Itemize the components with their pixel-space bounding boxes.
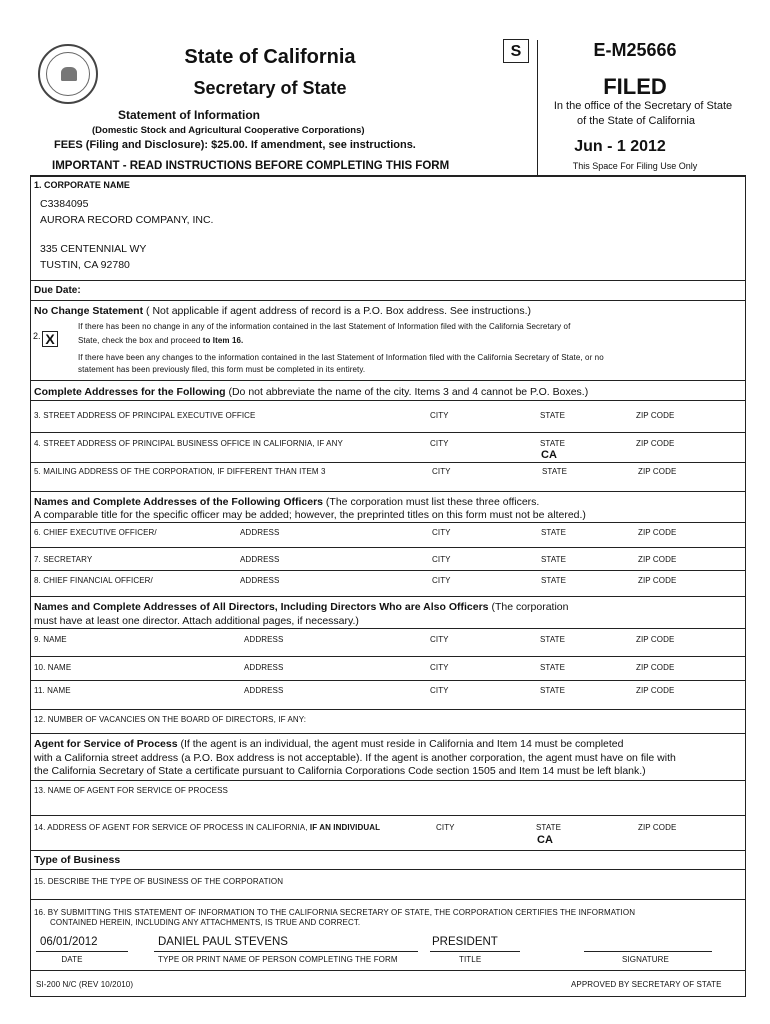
item-8-zip-label: ZIP CODE <box>638 576 677 585</box>
approved-note: APPROVED BY SECRETARY OF STATE <box>571 980 722 989</box>
rule <box>30 175 746 177</box>
directors-heading-rest: (The corporation <box>488 601 569 613</box>
page-title: State of California <box>184 46 356 68</box>
item-6-city-label: CITY <box>432 528 451 537</box>
rule <box>30 596 746 597</box>
item-4-zip-label: ZIP CODE <box>636 439 675 448</box>
rule <box>30 628 746 629</box>
item-6-address-label: ADDRESS <box>240 528 280 537</box>
name-caption: TYPE OR PRINT NAME OF PERSON COMPLETING THE FORM <box>158 955 398 964</box>
rule <box>30 380 746 381</box>
directors-heading <box>34 601 569 613</box>
rule <box>30 656 746 657</box>
item-15-label: 15. DESCRIBE THE TYPE OF BUSINESS OF THE CORPORATION <box>34 877 284 886</box>
signer-name: DANIEL PAUL STEVENS <box>158 936 288 948</box>
item-4-label: 4. STREET ADDRESS OF PRINCIPAL BUSINESS OFFICE IN CALIFORNIA, IF ANY <box>34 439 343 448</box>
item-14-state-label: STATE <box>536 823 562 832</box>
officers-line2: A comparable title for the specific officer may be added; however, the preprinted titles on this form must not be altered.) <box>34 509 586 521</box>
item-8-label: 8. CHIEF FINANCIAL OFFICER/ <box>34 576 153 585</box>
rule <box>30 400 746 401</box>
item-14-zip-label: ZIP CODE <box>638 823 677 832</box>
rule <box>30 970 746 971</box>
agent-line3: the California Secretary of State a certificate pursuant to California Corporations Code section 1505 and Item 14 must be left blank.) <box>34 765 646 777</box>
item-2-number: 2. <box>33 331 41 341</box>
item-9-state-label: STATE <box>540 635 566 644</box>
rule <box>30 462 746 463</box>
state-seal <box>38 44 98 104</box>
corporate-id: C3384095 <box>40 198 89 210</box>
rule <box>30 547 746 548</box>
rule <box>30 300 746 301</box>
item-7-city-label: CITY <box>432 555 451 564</box>
item-8-city-label: CITY <box>432 576 451 585</box>
title-underline <box>430 951 520 952</box>
item-10-state-label: STATE <box>540 663 566 672</box>
frame-right <box>745 175 746 997</box>
signature-underline <box>584 951 712 952</box>
item-9-city-label: CITY <box>430 635 449 644</box>
item-11-label: 11. NAME <box>34 686 71 695</box>
officers-heading-rest: (The corporation must list these three officers. <box>323 496 540 508</box>
item-9-label: 9. NAME <box>34 635 67 644</box>
no-change-line3: If there have been any changes to the information contained in the last Statement of Information filed with the California Secretary of State, or no <box>78 353 604 362</box>
item-10-city-label: CITY <box>430 663 449 672</box>
signer-date: 06/01/2012 <box>40 936 98 948</box>
addresses-heading <box>34 386 588 398</box>
item-10-address-label: ADDRESS <box>244 663 284 672</box>
item-12-label: 12. NUMBER OF VACANCIES ON THE BOARD OF DIRECTORS, IF ANY: <box>34 715 307 724</box>
title-caption: TITLE <box>459 955 482 964</box>
rule <box>30 680 746 681</box>
rule <box>30 996 746 997</box>
name-underline <box>154 951 418 952</box>
header-divider <box>537 40 538 175</box>
no-change-line4: statement has been previously filed, this form must be completed in its entirety. <box>78 365 366 374</box>
rule <box>30 491 746 492</box>
signer-title: PRESIDENT <box>432 936 498 948</box>
item-4-state-label: STATE <box>540 439 566 448</box>
officers-heading-bold: Names and Complete Addresses of the Following Officers <box>34 496 324 508</box>
rule <box>30 899 746 900</box>
filing-date: Jun - 1 2012 <box>574 138 666 155</box>
rule <box>30 709 746 710</box>
no-change-heading-bold: No Change Statement <box>34 305 144 317</box>
no-change-line2-text: State, check the box and proceed <box>78 336 203 345</box>
item-14-city-label: CITY <box>436 823 455 832</box>
no-change-checkbox[interactable]: X <box>42 331 58 347</box>
item-3-zip-label: ZIP CODE <box>636 411 675 420</box>
item-14-label-text: 14. ADDRESS OF AGENT FOR SERVICE OF PROCESS IN CALIFORNIA, <box>34 823 310 832</box>
item-4-state-value: CA <box>541 449 557 461</box>
addresses-heading-bold: Complete Addresses for the Following <box>34 386 226 398</box>
item-6-label: 6. CHIEF EXECUTIVE OFFICER/ <box>34 528 157 537</box>
item-8-state-label: STATE <box>541 576 567 585</box>
corporate-address-line2: TUSTIN, CA 92780 <box>40 259 130 271</box>
s-box: S <box>503 39 529 63</box>
officers-heading <box>34 496 539 508</box>
rule <box>30 850 746 851</box>
item-6-zip-label: ZIP CODE <box>638 528 677 537</box>
page-subtitle: Secretary of State <box>193 78 347 98</box>
item-5-label: 5. MAILING ADDRESS OF THE CORPORATION, IF DIFFERENT THAN ITEM 3 <box>34 467 326 476</box>
form-id: SI-200 N/C (REV 10/2010) <box>36 980 134 989</box>
item-3-state-label: STATE <box>540 411 566 420</box>
agent-heading <box>34 738 623 750</box>
no-change-line1: If there has been no change in any of the information contained in the last Statement of Information filed with the California Secretary of <box>78 322 571 331</box>
item-8-address-label: ADDRESS <box>240 576 280 585</box>
agent-heading-rest: (If the agent is an individual, the agent must reside in California and Item 14 must be completed <box>177 738 624 750</box>
fees-text: FEES (Filing and Disclosure): $25.00. If amendment, see instructions. <box>54 139 416 151</box>
corporate-name-label: 1. CORPORATE NAME <box>34 180 130 190</box>
date-underline <box>36 951 128 952</box>
corporate-name: AURORA RECORD COMPANY, INC. <box>40 214 214 226</box>
frame-left <box>30 175 31 997</box>
form-subtitle: (Domestic Stock and Agricultural Cooperative Corporations) <box>92 125 365 136</box>
item-4-city-label: CITY <box>430 439 449 448</box>
item-14-state-value: CA <box>537 834 553 846</box>
no-change-line2 <box>78 336 243 345</box>
filing-office-line1: In the office of the Secretary of State <box>553 100 733 112</box>
item-14-label <box>34 823 380 832</box>
item-14-label-bold: IF AN INDIVIDUAL <box>309 823 381 832</box>
certify-line1: 16. BY SUBMITTING THIS STATEMENT OF INFORMATION TO THE CALIFORNIA SECRETARY OF STATE, THE CORPORATION CERTIFIES THE INFORMATION <box>34 908 636 917</box>
signature-caption: SIGNATURE <box>622 955 669 964</box>
filing-space-note: This Space For Filing Use Only <box>572 161 698 171</box>
item-3-label: 3. STREET ADDRESS OF PRINCIPAL EXECUTIVE OFFICE <box>34 411 256 420</box>
agent-heading-bold: Agent for Service of Process <box>34 738 178 750</box>
directors-line2: must have at least one director. Attach additional pages, if necessary.) <box>34 615 359 627</box>
rule <box>30 815 746 816</box>
item-7-label: 7. SECRETARY <box>34 555 93 564</box>
item-10-label: 10. NAME <box>34 663 72 672</box>
item-11-city-label: CITY <box>430 686 449 695</box>
rule <box>30 570 746 571</box>
no-change-heading-rest: ( Not applicable if agent address of record is a P.O. Box address. See instructions.) <box>143 305 532 317</box>
due-date-label: Due Date: <box>34 285 81 296</box>
rule <box>30 522 746 523</box>
filing-office-line2: of the State of California <box>576 115 695 127</box>
rule <box>30 780 746 781</box>
item-13-label: 13. NAME OF AGENT FOR SERVICE OF PROCESS <box>34 786 228 795</box>
rule <box>30 432 746 433</box>
rule <box>30 733 746 734</box>
item-9-zip-label: ZIP CODE <box>636 635 675 644</box>
item-11-address-label: ADDRESS <box>244 686 284 695</box>
addresses-heading-rest: (Do not abbreviate the name of the city. Items 3 and 4 cannot be P.O. Boxes.) <box>225 386 589 398</box>
important-text: IMPORTANT - READ INSTRUCTIONS BEFORE COMPLETING THIS FORM <box>52 160 450 172</box>
filed-stamp: FILED <box>603 74 667 99</box>
certify-line2: CONTAINED HEREIN, INCLUDING ANY ATTACHMENTS, IS TRUE AND CORRECT. <box>50 918 361 927</box>
item-6-state-label: STATE <box>541 528 567 537</box>
no-change-heading <box>34 305 531 317</box>
item-10-zip-label: ZIP CODE <box>636 663 675 672</box>
item-7-address-label: ADDRESS <box>240 555 280 564</box>
item-11-state-label: STATE <box>540 686 566 695</box>
item-7-zip-label: ZIP CODE <box>638 555 677 564</box>
item-5-zip-label: ZIP CODE <box>638 467 677 476</box>
item-3-city-label: CITY <box>430 411 449 420</box>
date-caption: DATE <box>61 955 83 964</box>
item-11-zip-label: ZIP CODE <box>636 686 675 695</box>
rule <box>30 869 746 870</box>
form-name: Statement of Information <box>118 108 261 122</box>
no-change-line2-bold: to Item 16. <box>202 336 244 345</box>
rule <box>30 280 746 281</box>
filing-number: E-M25666 <box>593 40 677 60</box>
item-9-address-label: ADDRESS <box>244 635 284 644</box>
corporate-address-line1: 335 CENTENNIAL WY <box>40 243 147 255</box>
directors-heading-bold: Names and Complete Addresses of All Directors, Including Directors Who are Also Officers <box>34 601 489 613</box>
agent-line2: with a California street address (a P.O. Box address is not acceptable). If the agent is another corporation, the agent must have on file with <box>34 752 676 764</box>
item-5-state-label: STATE <box>542 467 568 476</box>
item-7-state-label: STATE <box>541 555 567 564</box>
item-5-city-label: CITY <box>432 467 451 476</box>
business-heading: Type of Business <box>34 854 121 866</box>
